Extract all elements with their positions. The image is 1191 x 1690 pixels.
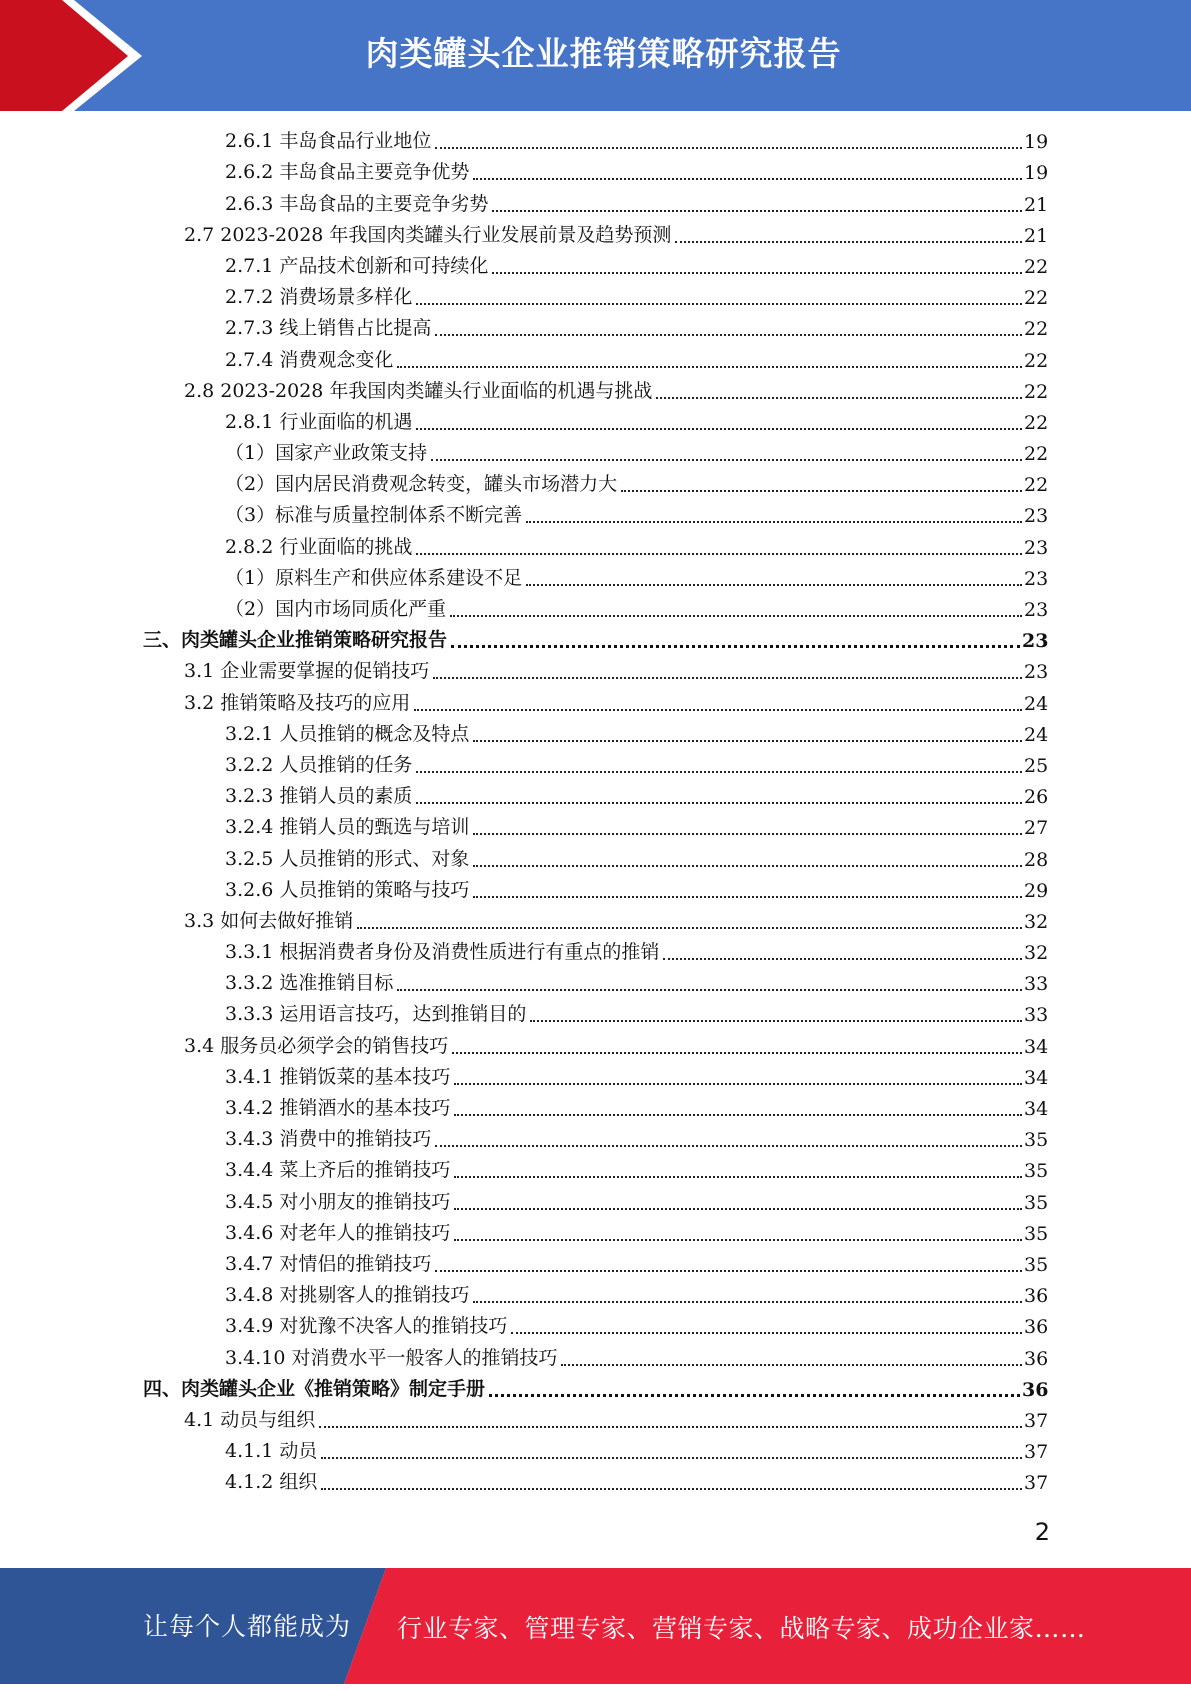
toc-entry-page: 22: [1024, 443, 1049, 466]
toc-entry-page: 34: [1024, 1035, 1049, 1058]
toc-entry-page: 32: [1024, 910, 1049, 933]
toc-entry-page: 21: [1024, 193, 1049, 216]
toc-entry-title: 3.3.2 选准推销目标: [225, 968, 395, 995]
toc-entry-title: 4.1.1 动员: [225, 1436, 319, 1463]
toc-entry[interactable]: [0, 968, 1191, 999]
toc-dot-leader: [473, 864, 1022, 867]
toc-entry[interactable]: [0, 750, 1191, 781]
toc-dot-leader: [530, 1019, 1022, 1022]
toc-entry[interactable]: [0, 843, 1191, 874]
toc-dot-leader: [416, 801, 1022, 804]
toc-entry[interactable]: [0, 126, 1191, 157]
toc-entry-title: 2.8 2023-2028 年我国肉类罐头行业面临的机遇与挑战: [184, 376, 654, 403]
toc-entry-title: 2.6.2 丰岛食品主要竞争优势: [225, 157, 471, 184]
toc-entry-title: 3.3.1 根据消费者身份及消费性质进行有重点的推销: [225, 937, 661, 964]
toc-entry[interactable]: [0, 719, 1191, 750]
toc-entry-title: 2.8.2 行业面临的挑战: [225, 532, 414, 559]
toc-entry-title: 3.2 推销策略及技巧的应用: [184, 688, 412, 715]
toc-entry-title: 3.3.3 运用语言技巧，达到推销目的: [225, 999, 528, 1026]
toc-dot-leader: [450, 614, 1022, 617]
toc-entry[interactable]: [0, 1249, 1191, 1280]
toc-dot-leader: [492, 209, 1022, 212]
toc-entry-page: 36: [1024, 1316, 1049, 1339]
toc-entry[interactable]: [0, 875, 1191, 906]
toc-entry-title: 3.4.5 对小朋友的推销技巧: [225, 1187, 452, 1214]
toc-entry-page: 25: [1024, 754, 1049, 777]
toc-dot-leader: [454, 1113, 1022, 1116]
toc-dot-leader: [433, 676, 1022, 679]
toc-entry[interactable]: [0, 594, 1191, 625]
toc-dot-leader: [489, 1393, 1020, 1397]
toc-entry-title: 三、肉类罐头企业推销策略研究报告: [143, 625, 449, 652]
toc-dot-leader: [473, 832, 1022, 835]
toc-entry-page: 22: [1024, 349, 1049, 372]
toc-entry[interactable]: [0, 937, 1191, 968]
toc-dot-leader: [473, 1300, 1022, 1303]
toc-entry-title: 2.6.3 丰岛食品的主要竞争劣势: [225, 189, 490, 216]
toc-entry-title: 3.4.1 推销饭菜的基本技巧: [225, 1062, 452, 1089]
toc-entry[interactable]: [0, 157, 1191, 188]
toc-entry-page: 35: [1024, 1129, 1049, 1152]
toc-entry[interactable]: [0, 812, 1191, 843]
toc-entry-title: 3.2.5 人员推销的形式、对象: [225, 844, 471, 871]
toc-dot-leader: [473, 895, 1022, 898]
toc-entry[interactable]: [0, 188, 1191, 219]
toc-entry-page: 35: [1024, 1160, 1049, 1183]
toc-dot-leader: [435, 146, 1022, 149]
footer-slogan-right: 行业专家、管理专家、营销专家、战略专家、成功企业家……: [397, 1614, 1086, 1643]
toc-entry[interactable]: [0, 251, 1191, 282]
toc-entry-page: 23: [1024, 661, 1049, 684]
toc-entry[interactable]: [0, 1280, 1191, 1311]
toc-entry-page: 35: [1024, 1222, 1049, 1245]
toc-entry[interactable]: [0, 376, 1191, 407]
toc-entry-title: 3.1 企业需要掌握的促销技巧: [184, 656, 431, 683]
toc-entry-title: 3.4 服务员必须学会的销售技巧: [184, 1031, 450, 1058]
toc-entry-page: 23: [1024, 536, 1049, 559]
page-footer: [0, 1568, 1191, 1684]
toc-entry-page: 23: [1024, 567, 1049, 590]
toc-entry-page: 22: [1024, 380, 1049, 403]
toc-entry[interactable]: [0, 1062, 1191, 1093]
toc-dot-leader: [492, 271, 1022, 274]
toc-entry-title: 3.4.3 消费中的推销技巧: [225, 1124, 433, 1151]
toc-dot-leader: [414, 708, 1022, 711]
toc-entry-title: 3.4.4 菜上齐后的推销技巧: [225, 1155, 452, 1182]
toc-entry-title: （2）国内市场同质化严重: [225, 594, 448, 621]
toc-entry-page: 19: [1024, 162, 1049, 185]
toc-dot-leader: [561, 1363, 1022, 1366]
toc-entry[interactable]: [0, 1311, 1191, 1342]
toc-entry[interactable]: [0, 656, 1191, 687]
toc-dot-leader: [416, 552, 1022, 555]
toc-entry-title: 2.8.1 行业面临的机遇: [225, 407, 414, 434]
toc-entry-title: （2）国内居民消费观念转变，罐头市场潜力大: [225, 469, 619, 496]
toc-dot-leader: [454, 1175, 1022, 1178]
page-header: [0, 0, 1191, 111]
toc-entry-page: 22: [1024, 255, 1049, 278]
toc-dot-leader: [473, 177, 1022, 180]
toc-dot-leader: [435, 333, 1022, 336]
toc-entry-page: 33: [1024, 1004, 1049, 1027]
toc-entry[interactable]: [0, 282, 1191, 313]
page-number: 2: [1034, 1518, 1050, 1546]
toc-dot-leader: [321, 1487, 1022, 1490]
toc-entry-page: 21: [1024, 224, 1049, 247]
toc-dot-leader: [454, 1207, 1022, 1210]
toc-dot-leader: [416, 770, 1022, 773]
toc-entry-title: 3.4.6 对老年人的推销技巧: [225, 1218, 452, 1245]
toc-entry-title: 2.7.2 消费场景多样化: [225, 282, 414, 309]
toc-entry-page: 23: [1024, 599, 1049, 621]
toc-entry-title: （3）标准与质量控制体系不断完善: [225, 500, 524, 527]
toc-entry-title: 3.3 如何去做好推销: [184, 906, 355, 933]
toc-dot-leader: [675, 240, 1022, 243]
toc-entry[interactable]: [0, 1405, 1191, 1436]
toc-entry[interactable]: [0, 438, 1191, 469]
toc-entry-page: 24: [1024, 723, 1049, 746]
toc-dot-leader: [416, 427, 1022, 430]
document-title: 肉类罐头企业推销策略研究报告: [365, 34, 842, 73]
toc-entry-title: 3.2.1 人员推销的概念及特点: [225, 719, 471, 746]
toc-entry[interactable]: [0, 687, 1191, 718]
toc-entry-title: 3.2.6 人员推销的策略与技巧: [225, 875, 471, 902]
toc-entry[interactable]: [0, 313, 1191, 344]
table-of-contents: [0, 126, 1191, 1498]
toc-dot-leader: [452, 1051, 1022, 1054]
toc-entry-title: 3.4.10 对消费水平一般客人的推销技巧: [225, 1343, 559, 1370]
toc-entry[interactable]: [0, 1155, 1191, 1186]
toc-entry[interactable]: [0, 625, 1191, 656]
toc-entry-page: 37: [1024, 1441, 1049, 1464]
toc-entry[interactable]: [0, 469, 1191, 500]
toc-dot-leader: [511, 1331, 1022, 1334]
toc-dot-leader: [397, 988, 1022, 991]
toc-entry-title: 3.2.2 人员推销的任务: [225, 750, 414, 777]
toc-entry-title: 2.7.1 产品技术创新和可持续化: [225, 251, 490, 278]
toc-entry[interactable]: [0, 1467, 1191, 1498]
toc-entry-page: 36: [1024, 1347, 1049, 1370]
toc-entry[interactable]: [0, 1093, 1191, 1124]
toc-entry-title: 2.7 2023-2028 年我国肉类罐头行业发展前景及趋势预测: [184, 220, 673, 247]
toc-entry-page: 19: [1024, 131, 1049, 154]
toc-entry-title: 2.7.3 线上销售占比提高: [225, 313, 433, 340]
toc-dot-leader: [319, 1425, 1022, 1428]
toc-dot-leader: [473, 739, 1022, 742]
toc-entry-page: 28: [1024, 848, 1049, 871]
toc-entry[interactable]: [0, 563, 1191, 594]
toc-entry[interactable]: [0, 906, 1191, 937]
toc-dot-leader: [621, 489, 1022, 492]
toc-entry-title: 3.4.9 对犹豫不决客人的推销技巧: [225, 1311, 509, 1338]
toc-entry-page: 22: [1024, 411, 1049, 434]
toc-dot-leader: [321, 1456, 1022, 1459]
toc-entry[interactable]: [0, 500, 1191, 531]
toc-dot-leader: [663, 957, 1022, 960]
toc-entry-page: 36: [1022, 1378, 1049, 1401]
toc-entry-page: 33: [1024, 973, 1049, 996]
toc-dot-leader: [431, 458, 1022, 461]
toc-entry-page: 37: [1024, 1472, 1049, 1495]
toc-entry[interactable]: [0, 1030, 1191, 1061]
toc-dot-leader: [454, 1238, 1022, 1241]
toc-entry-page: 26: [1024, 786, 1049, 809]
toc-entry[interactable]: [0, 1124, 1191, 1155]
toc-entry-title: 4.1.2 组织: [225, 1467, 319, 1494]
toc-entry-title: 2.7.4 消费观念变化: [225, 345, 395, 372]
toc-dot-leader: [357, 926, 1022, 929]
toc-entry-page: 35: [1024, 1191, 1049, 1214]
toc-dot-leader: [656, 396, 1022, 399]
toc-entry-title: 3.2.4 推销人员的甄选与培训: [225, 812, 471, 839]
toc-entry-page: 23: [1022, 630, 1049, 653]
toc-entry[interactable]: [0, 781, 1191, 812]
toc-entry-title: 4.1 动员与组织: [184, 1405, 317, 1432]
toc-entry[interactable]: [0, 1218, 1191, 1249]
toc-entry[interactable]: [0, 531, 1191, 562]
toc-entry-title: 2.6.1 丰岛食品行业地位: [225, 126, 433, 153]
toc-entry-page: 22: [1024, 318, 1049, 341]
toc-entry-title: 3.4.7 对情侣的推销技巧: [225, 1249, 433, 1276]
footer-slogan-left: 让每个人都能成为: [143, 1612, 352, 1641]
toc-entry[interactable]: [0, 1374, 1191, 1405]
toc-entry-page: 37: [1024, 1409, 1049, 1432]
toc-entry-page: 34: [1024, 1098, 1049, 1120]
toc-entry[interactable]: [0, 344, 1191, 375]
toc-entry-page: 24: [1024, 692, 1049, 715]
toc-entry-page: 22: [1024, 287, 1049, 310]
toc-entry-page: 34: [1024, 1066, 1049, 1089]
toc-entry[interactable]: [0, 999, 1191, 1030]
toc-dot-leader: [416, 302, 1022, 305]
toc-dot-leader: [435, 1269, 1022, 1272]
toc-entry-page: 29: [1024, 879, 1049, 902]
toc-entry-page: 35: [1024, 1253, 1049, 1276]
toc-dot-leader: [451, 644, 1020, 648]
toc-entry[interactable]: [0, 1436, 1191, 1467]
toc-entry-page: 32: [1024, 942, 1049, 965]
toc-entry[interactable]: [0, 1186, 1191, 1217]
toc-dot-leader: [526, 583, 1022, 586]
toc-dot-leader: [435, 1144, 1022, 1147]
toc-entry-title: 3.4.2 推销酒水的基本技巧: [225, 1093, 452, 1120]
toc-dot-leader: [397, 365, 1022, 368]
toc-dot-leader: [526, 520, 1022, 523]
toc-entry-title: （1）国家产业政策支持: [225, 438, 429, 465]
toc-entry-title: 3.2.3 推销人员的素质: [225, 781, 414, 808]
toc-entry-title: 3.4.8 对挑剔客人的推销技巧: [225, 1280, 471, 1307]
toc-entry-page: 36: [1024, 1285, 1049, 1308]
toc-entry[interactable]: [0, 220, 1191, 251]
toc-entry-page: 27: [1024, 817, 1049, 840]
toc-entry-title: （1）原料生产和供应体系建设不足: [225, 563, 524, 590]
toc-dot-leader: [454, 1082, 1022, 1085]
toc-entry-title: 四、肉类罐头企业《推销策略》制定手册: [143, 1374, 487, 1401]
toc-entry[interactable]: [0, 1342, 1191, 1373]
toc-entry-page: 22: [1024, 474, 1049, 497]
toc-entry-page: 23: [1024, 505, 1049, 528]
toc-entry[interactable]: [0, 407, 1191, 438]
